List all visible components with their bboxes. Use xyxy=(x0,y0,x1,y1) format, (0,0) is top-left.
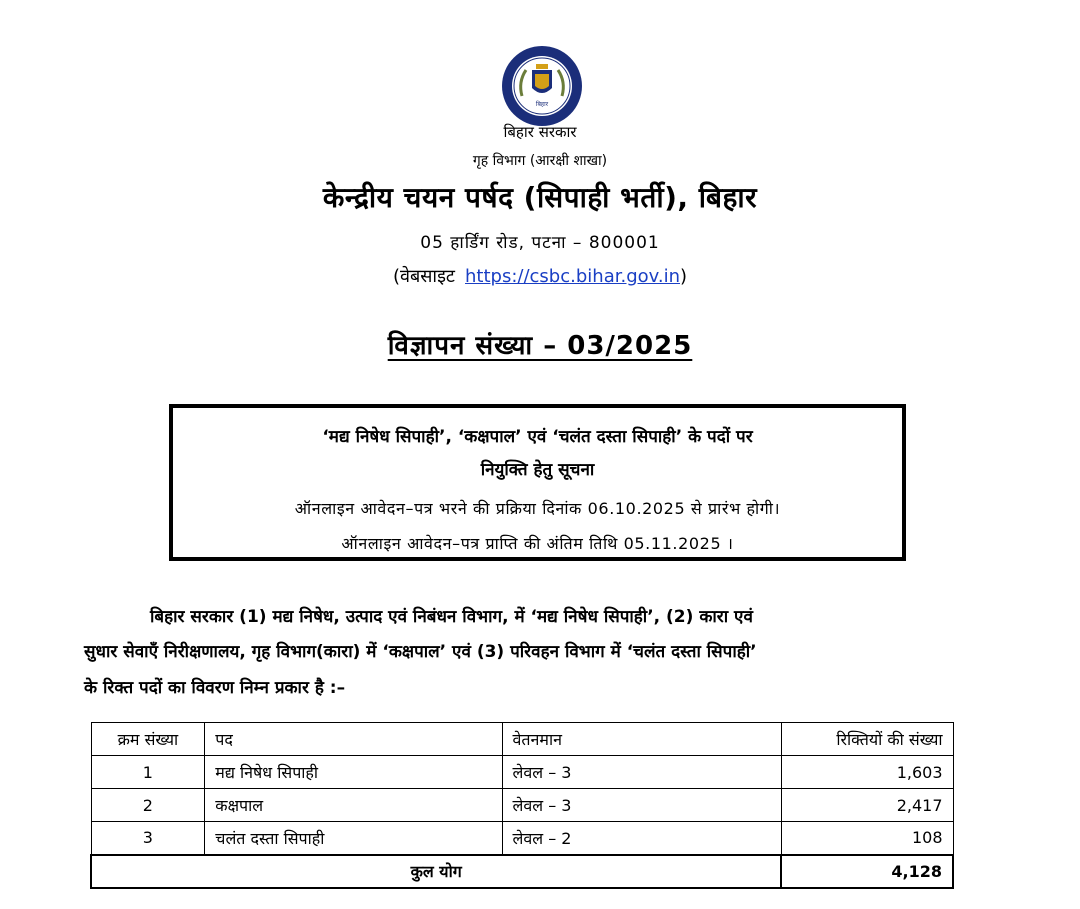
table-row xyxy=(91,756,953,789)
department-name: गृह विभाग (आरक्षी शाखा) xyxy=(472,153,608,169)
paragraph-line-2: सुधार सेवाएँ निरीक्षणालय, गृह विभाग(कारा) में ‘कक्षपाल’ एवं (3) परिवहन विभाग में ‘चलंत दस्ता सिपाही’ xyxy=(84,642,757,662)
header-serial: क्रम संख्या xyxy=(91,723,205,756)
government-name: बिहार सरकार xyxy=(503,123,577,141)
notice-line-last-date: ऑनलाइन आवेदन–पत्र प्राप्ति की अंतिम तिथि 05.11.2025 । xyxy=(341,534,734,553)
cell-serial: 3 xyxy=(91,822,205,855)
table-header-row xyxy=(91,723,953,756)
board-address: 05 हार्डिंग रोड, पटना – 800001 xyxy=(420,233,660,253)
website-suffix: ) xyxy=(680,266,688,287)
header-vacancies: रिक्तियों की संख्या xyxy=(781,723,953,756)
cell-serial: 1 xyxy=(91,756,205,789)
cell-pay-level: लेवल – 3 xyxy=(502,756,781,789)
vacancy-table xyxy=(90,722,954,889)
header-post: पद xyxy=(205,723,502,756)
notice-line-posts: ‘मद्य निषेध सिपाही’, ‘कक्षपाल’ एवं ‘चलंत दस्ता सिपाही’ के पदों पर xyxy=(322,427,753,447)
svg-text:बिहार: बिहार xyxy=(535,101,549,108)
cell-pay-level: लेवल – 2 xyxy=(502,822,781,855)
board-title: केन्द्रीय चयन पर्षद (सिपाही भर्ती), बिहार xyxy=(322,181,758,214)
website-link[interactable]: https://csbc.bihar.gov.in xyxy=(465,266,681,287)
header-pay-level: वेतनमान xyxy=(502,723,781,756)
notice-line-title: नियुक्ति हेतु सूचना xyxy=(480,460,595,480)
cell-vacancies: 2,417 xyxy=(781,789,953,822)
cell-vacancies: 108 xyxy=(781,822,953,855)
emblem-icon xyxy=(500,44,584,128)
table-row xyxy=(91,822,953,855)
cell-serial: 2 xyxy=(91,789,205,822)
cell-post: मद्य निषेध सिपाही xyxy=(205,756,502,789)
cell-vacancies: 1,603 xyxy=(781,756,953,789)
total-label: कुल योग xyxy=(91,855,781,888)
csbc-logo xyxy=(500,44,584,128)
website-prefix: (वेबसाइट xyxy=(392,266,456,287)
advertisement-number: विज्ञापन संख्या – 03/2025 xyxy=(387,331,693,361)
cell-post: कक्षपाल xyxy=(205,789,502,822)
website-line xyxy=(0,264,1080,288)
cell-post: चलंत दस्ता सिपाही xyxy=(205,822,502,855)
paragraph-line-3: के रिक्त पदों का विवरण निम्न प्रकार है :– xyxy=(84,678,346,698)
notice-line-start-date: ऑनलाइन आवेदन–पत्र भरने की प्रक्रिया दिनांक 06.10.2025 से प्रारंभ होगी। xyxy=(294,499,781,518)
total-value: 4,128 xyxy=(781,855,953,888)
table-row xyxy=(91,789,953,822)
notice-box xyxy=(169,404,906,561)
cell-pay-level: लेवल – 3 xyxy=(502,789,781,822)
table-total-row xyxy=(91,855,953,888)
paragraph-line-1: बिहार सरकार (1) मद्य निषेध, उत्पाद एवं निबंधन विभाग, में ‘मद्य निषेध सिपाही’, (2) कारा एवं xyxy=(150,607,753,627)
